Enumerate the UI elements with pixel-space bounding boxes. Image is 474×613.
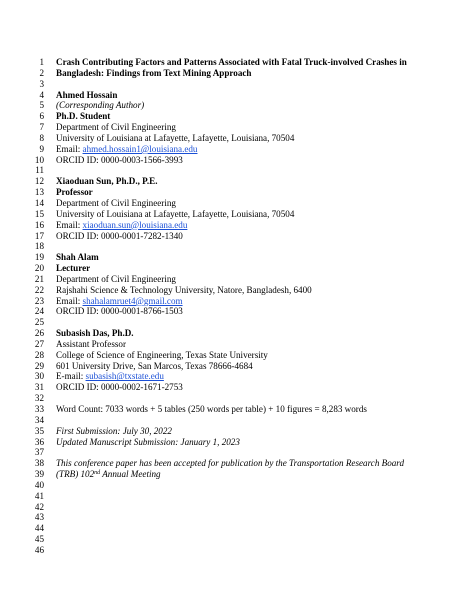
line-38 bbox=[0, 458, 474, 469]
line-number: 31 bbox=[34, 382, 44, 393]
author-email-line bbox=[56, 144, 197, 155]
line-number: 19 bbox=[34, 252, 44, 263]
line-32 bbox=[0, 393, 474, 404]
line-number: 20 bbox=[34, 263, 44, 274]
paper-title-line-1: Crash Contributing Factors and Patterns Associated with Fatal Truck-involved Crashes in bbox=[56, 57, 407, 67]
line-number: 38 bbox=[34, 458, 44, 469]
line-9 bbox=[0, 144, 474, 155]
line-3 bbox=[0, 79, 474, 90]
line-number: 5 bbox=[39, 100, 44, 111]
line-number: 26 bbox=[34, 328, 44, 339]
line-41 bbox=[0, 491, 474, 502]
acceptance-note-line-2 bbox=[56, 469, 161, 480]
line-number: 7 bbox=[39, 122, 44, 133]
author-name: Ahmed Hossain bbox=[56, 89, 118, 100]
line-number: 3 bbox=[39, 78, 44, 89]
line-19 bbox=[0, 252, 474, 263]
email-link[interactable]: subasish@txstate.edu bbox=[85, 371, 164, 382]
line-number: 11 bbox=[35, 165, 44, 176]
line-18 bbox=[0, 241, 474, 252]
line-number: 21 bbox=[34, 273, 44, 284]
line-37 bbox=[0, 447, 474, 458]
line-number: 35 bbox=[34, 425, 44, 436]
author-email-line bbox=[56, 296, 183, 307]
line-43 bbox=[0, 512, 474, 523]
line-2 bbox=[0, 68, 474, 79]
line-number: 2 bbox=[39, 67, 44, 78]
line-number: 32 bbox=[34, 393, 44, 404]
line-4 bbox=[0, 90, 474, 101]
line-8 bbox=[0, 133, 474, 144]
line-6 bbox=[0, 111, 474, 122]
line-number: 45 bbox=[34, 534, 44, 545]
email-label: Email: bbox=[56, 143, 83, 154]
author-address: 601 University Drive, San Marcos, Texas 78666-4684 bbox=[56, 360, 253, 371]
line-20 bbox=[0, 263, 474, 274]
line-45 bbox=[0, 534, 474, 545]
author-email-line bbox=[56, 371, 164, 382]
line-number: 43 bbox=[34, 512, 44, 523]
author-orcid: ORCID ID: 0000-0002-1671-2753 bbox=[56, 382, 183, 393]
line-number: 6 bbox=[39, 111, 44, 122]
line-number: 15 bbox=[34, 208, 44, 219]
acceptance-superscript: nd bbox=[94, 470, 101, 477]
line-12 bbox=[0, 176, 474, 187]
line-number: 22 bbox=[34, 284, 44, 295]
paper-title-line-2: Bangladesh: Findings from Text Mining Approach bbox=[56, 67, 252, 78]
word-count: Word Count: 7033 words + 5 tables (250 words per table) + 10 figures = 8,283 words bbox=[56, 404, 367, 414]
author-email-line bbox=[56, 220, 187, 231]
line-number: 40 bbox=[34, 479, 44, 490]
author-orcid: ORCID ID: 0000-0001-7282-1340 bbox=[56, 230, 183, 241]
line-33 bbox=[0, 404, 474, 415]
line-number: 18 bbox=[34, 241, 44, 252]
line-42 bbox=[0, 502, 474, 513]
line-number: 41 bbox=[34, 490, 44, 501]
author-orcid: ORCID ID: 0000-0003-1566-3993 bbox=[56, 154, 183, 165]
line-number: 33 bbox=[34, 404, 44, 414]
email-link[interactable]: ahmed.hossain1@louisiana.edu bbox=[82, 143, 198, 154]
line-10 bbox=[0, 155, 474, 166]
line-number: 16 bbox=[34, 219, 44, 230]
line-number: 25 bbox=[34, 317, 44, 328]
line-13 bbox=[0, 187, 474, 198]
author-department: Department of Civil Engineering bbox=[56, 197, 176, 208]
author-name: Xiaoduan Sun, Ph.D., P.E. bbox=[56, 176, 158, 187]
line-number: 23 bbox=[34, 295, 44, 306]
acceptance-post: Annual Meeting bbox=[100, 469, 161, 480]
line-number: 13 bbox=[34, 187, 44, 198]
line-27 bbox=[0, 339, 474, 350]
line-21 bbox=[0, 274, 474, 285]
line-5 bbox=[0, 100, 474, 111]
line-number: 17 bbox=[34, 230, 44, 241]
author-role: Professor bbox=[56, 187, 93, 198]
manuscript-page bbox=[0, 57, 474, 556]
line-number: 36 bbox=[34, 436, 44, 447]
email-label: E-mail: bbox=[56, 371, 86, 382]
line-number: 12 bbox=[34, 176, 44, 187]
first-submission-date: First Submission: July 30, 2022 bbox=[56, 425, 172, 436]
line-1 bbox=[0, 57, 474, 68]
line-31 bbox=[0, 382, 474, 393]
email-label: Email: bbox=[56, 219, 83, 230]
author-affiliation: Rajshahi Science & Technology University, Natore, Bangladesh, 6400 bbox=[56, 284, 312, 295]
updated-submission-date: Updated Manuscript Submission: January 1, 2023 bbox=[56, 436, 240, 447]
line-35 bbox=[0, 426, 474, 437]
line-number: 39 bbox=[34, 469, 44, 480]
line-number: 8 bbox=[39, 132, 44, 143]
line-number: 34 bbox=[34, 414, 44, 425]
line-29 bbox=[0, 361, 474, 372]
line-28 bbox=[0, 350, 474, 361]
line-number: 29 bbox=[34, 360, 44, 371]
author-name: Shah Alam bbox=[56, 252, 99, 263]
line-number: 14 bbox=[34, 197, 44, 208]
line-30 bbox=[0, 371, 474, 382]
email-label: Email: bbox=[56, 295, 83, 306]
author-role: Lecturer bbox=[56, 263, 91, 274]
line-number: 37 bbox=[34, 447, 44, 458]
line-36 bbox=[0, 437, 474, 448]
line-16 bbox=[0, 220, 474, 231]
line-number: 4 bbox=[39, 89, 44, 100]
line-number: 42 bbox=[34, 501, 44, 512]
author-affiliation: University of Louisiana at Lafayette, Lafayette, Louisiana, 70504 bbox=[56, 132, 295, 143]
line-17 bbox=[0, 231, 474, 242]
line-26 bbox=[0, 328, 474, 339]
line-number: 44 bbox=[34, 523, 44, 534]
line-24 bbox=[0, 306, 474, 317]
author-department: Department of Civil Engineering bbox=[56, 273, 176, 284]
acceptance-pre: (TRB) 102 bbox=[56, 469, 95, 480]
line-22 bbox=[0, 285, 474, 296]
line-34 bbox=[0, 415, 474, 426]
line-number: 30 bbox=[34, 371, 44, 382]
line-number: 10 bbox=[34, 154, 44, 165]
line-number: 46 bbox=[34, 544, 44, 555]
author-name: Subasish Das, Ph.D. bbox=[56, 328, 134, 339]
line-number: 24 bbox=[34, 306, 44, 317]
line-11 bbox=[0, 165, 474, 176]
line-46 bbox=[0, 545, 474, 556]
author-orcid: ORCID ID: 0000-0001-8766-1503 bbox=[56, 306, 183, 317]
author-department: Department of Civil Engineering bbox=[56, 122, 176, 133]
line-44 bbox=[0, 523, 474, 534]
line-40 bbox=[0, 480, 474, 491]
line-number: 1 bbox=[39, 57, 44, 67]
corresponding-author-note: (Corresponding Author) bbox=[56, 100, 145, 111]
author-role: Ph.D. Student bbox=[56, 111, 111, 122]
line-7 bbox=[0, 122, 474, 133]
line-number: 9 bbox=[39, 143, 44, 154]
line-14 bbox=[0, 198, 474, 209]
line-23 bbox=[0, 296, 474, 307]
line-39 bbox=[0, 469, 474, 480]
acceptance-note-line-1: This conference paper has been accepted for publication by the Transportation Research Board bbox=[56, 458, 405, 469]
line-15 bbox=[0, 209, 474, 220]
email-link[interactable]: shahalamruet4@gmail.com bbox=[82, 295, 183, 306]
line-number: 28 bbox=[34, 349, 44, 360]
email-link[interactable]: xiaoduan.sun@louisiana.edu bbox=[82, 219, 188, 230]
author-affiliation: University of Louisiana at Lafayette, Lafayette, Louisiana, 70504 bbox=[56, 208, 295, 219]
author-department: College of Science of Engineering, Texas State University bbox=[56, 349, 268, 360]
line-number: 27 bbox=[34, 338, 44, 349]
author-role: Assistant Professor bbox=[56, 338, 126, 349]
line-25 bbox=[0, 317, 474, 328]
